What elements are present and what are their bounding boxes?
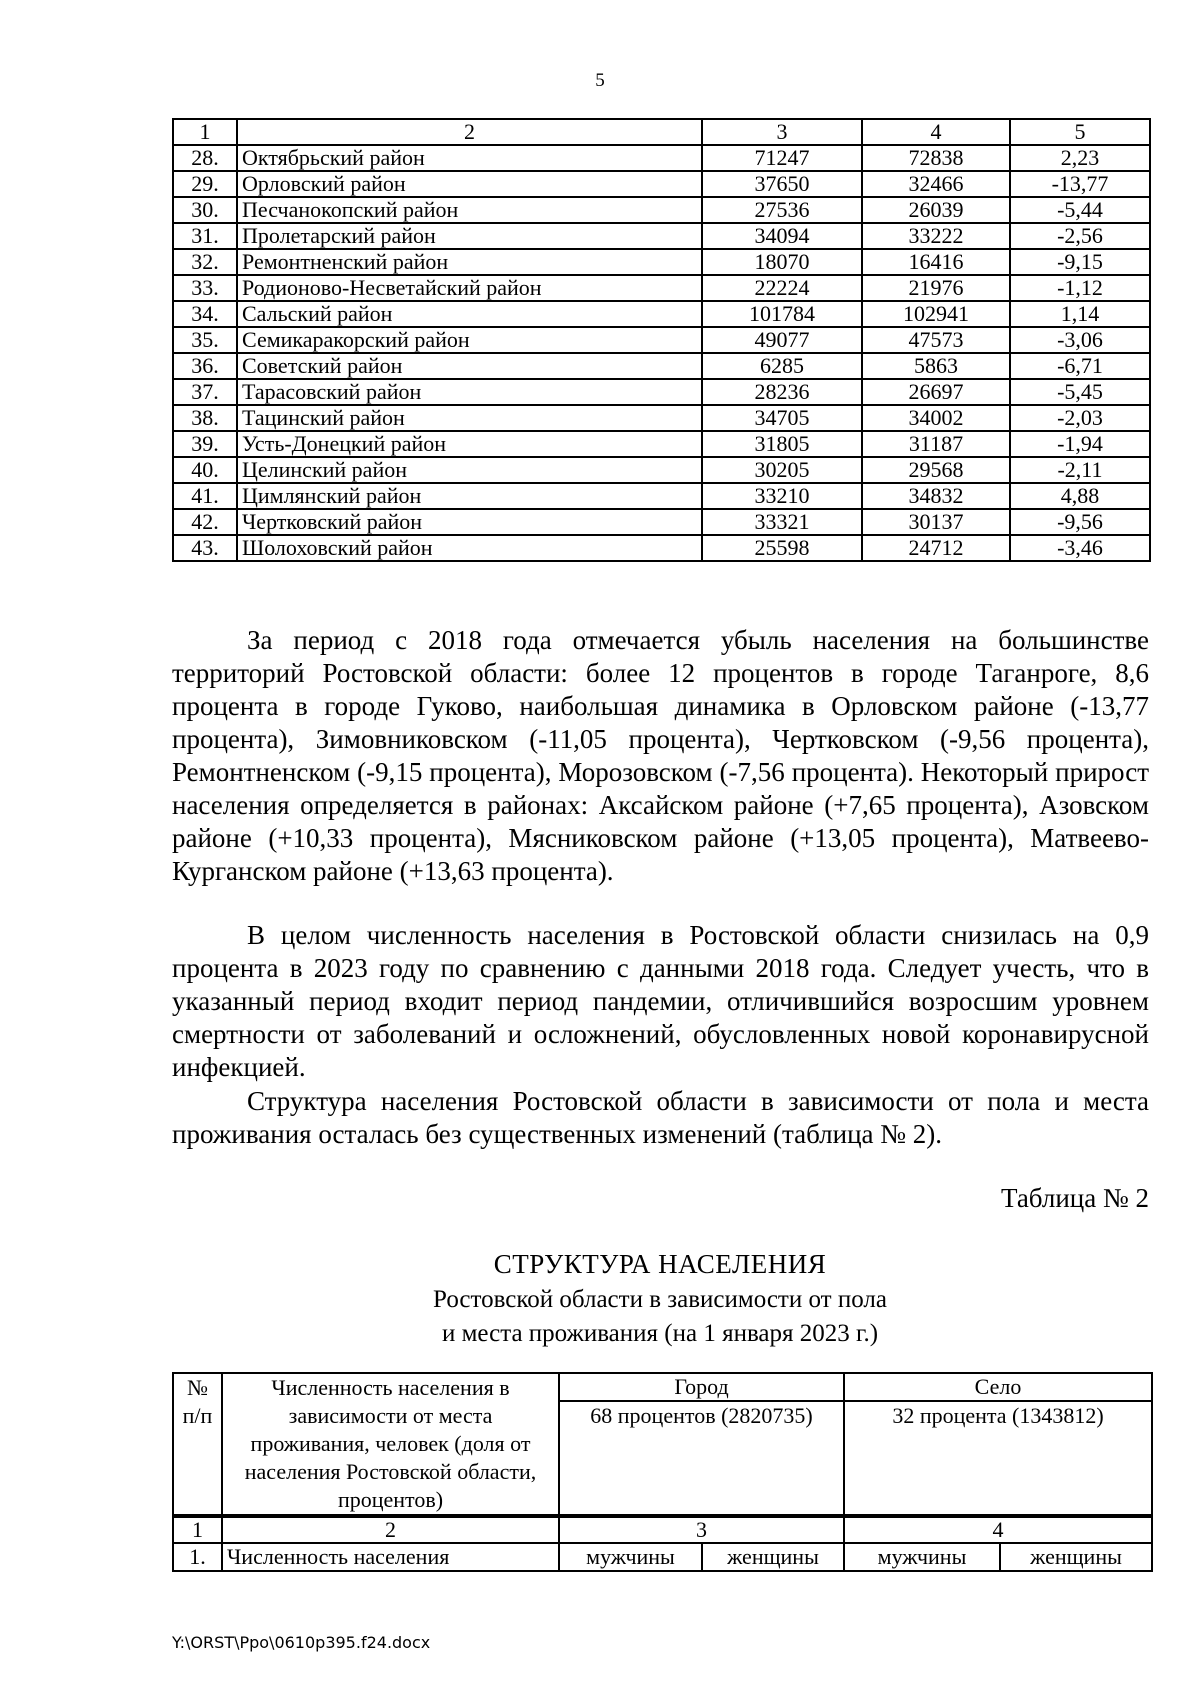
cell-num: 40. xyxy=(173,457,237,483)
cell-col5: -9,56 xyxy=(1010,509,1150,535)
cell-col3: 3 xyxy=(702,119,862,145)
col-num-1: 1 xyxy=(173,1516,222,1543)
cell-col5: -3,06 xyxy=(1010,327,1150,353)
cell-col3: 31805 xyxy=(702,431,862,457)
table-row xyxy=(173,223,1150,249)
cell-num: 42. xyxy=(173,509,237,535)
cell-num: 43. xyxy=(173,535,237,561)
cell-district: 2 xyxy=(237,119,702,145)
row-num: 1. xyxy=(173,1543,222,1571)
header-description: Численность населения в зависимости от места проживания, человек (доля от населения Ростовской области, процентов) xyxy=(222,1373,559,1516)
row-label: Численность населения xyxy=(222,1543,559,1571)
cell-col4: 16416 xyxy=(862,249,1010,275)
cell-col5: -1,12 xyxy=(1010,275,1150,301)
cell-col4: 32466 xyxy=(862,171,1010,197)
cell-col3: 33210 xyxy=(702,483,862,509)
header-village-label: Село xyxy=(845,1374,1151,1402)
header-num: № п/п xyxy=(173,1373,222,1516)
cell-col5: 5 xyxy=(1010,119,1150,145)
table-2-header-row xyxy=(173,1373,1152,1516)
table-row xyxy=(173,457,1150,483)
cell-district: Тарасовский район xyxy=(237,379,702,405)
cell-col5: 2,23 xyxy=(1010,145,1150,171)
table-row xyxy=(173,249,1150,275)
cell-col5: 4,88 xyxy=(1010,483,1150,509)
cell-col3: 33321 xyxy=(702,509,862,535)
cell-num: 29. xyxy=(173,171,237,197)
cell-col4: 29568 xyxy=(862,457,1010,483)
table-row xyxy=(173,197,1150,223)
cell-district: Семикаракорский район xyxy=(237,327,702,353)
cell-num: 34. xyxy=(173,301,237,327)
cell-col3: 28236 xyxy=(702,379,862,405)
cell-col4: 21976 xyxy=(862,275,1010,301)
table-row xyxy=(173,483,1150,509)
cell-district: Песчанокопский район xyxy=(237,197,702,223)
cell-col4: 4 xyxy=(862,119,1010,145)
cell-col5: -9,15 xyxy=(1010,249,1150,275)
cell-col3: 34705 xyxy=(702,405,862,431)
cell-num: 37. xyxy=(173,379,237,405)
paragraph-structure: Структура населения Ростовской области в зависимости от пола и места проживания осталась без существенных изменений (таблица № 2). xyxy=(172,1086,1149,1149)
cell-col3: 22224 xyxy=(702,275,862,301)
village-men: мужчины xyxy=(844,1543,1000,1571)
table-row xyxy=(173,327,1150,353)
cell-num: 1 xyxy=(173,119,237,145)
population-structure-table xyxy=(172,1372,1153,1572)
table-row xyxy=(173,171,1150,197)
cell-col4: 31187 xyxy=(862,431,1010,457)
cell-num: 31. xyxy=(173,223,237,249)
cell-col4: 102941 xyxy=(862,301,1010,327)
cell-col5: -5,44 xyxy=(1010,197,1150,223)
cell-col3: 25598 xyxy=(702,535,862,561)
cell-num: 33. xyxy=(173,275,237,301)
header-city-label: Город xyxy=(560,1374,843,1402)
cell-col5: -3,46 xyxy=(1010,535,1150,561)
header-city xyxy=(559,1373,844,1516)
table-row xyxy=(173,1543,1152,1571)
table-row xyxy=(173,509,1150,535)
cell-col5: -6,71 xyxy=(1010,353,1150,379)
cell-num: 41. xyxy=(173,483,237,509)
paragraph-overall-decrease: В целом численность населения в Ростовской области снизилась на 0,9 процента в 2023 году по сравнению с данными 2018 года. Следует учесть, что в указанный период входит период пандемии, отличившийся возросшим уровнем смертности от заболеваний и осложнений, обусловленных новой коронавирусной инфекцией. xyxy=(172,920,1149,1082)
table-row xyxy=(173,379,1150,405)
cell-district: Советский район xyxy=(237,353,702,379)
cell-district: Шолоховский район xyxy=(237,535,702,561)
cell-col3: 30205 xyxy=(702,457,862,483)
cell-col4: 24712 xyxy=(862,535,1010,561)
cell-district: Октябрьский район xyxy=(237,145,702,171)
population-table-districts xyxy=(172,118,1151,562)
table-row xyxy=(173,535,1150,561)
village-women: женщины xyxy=(1000,1543,1152,1571)
cell-col4: 30137 xyxy=(862,509,1010,535)
table-2-title: СТРУКТУРА НАСЕЛЕНИЯ xyxy=(493,1249,827,1279)
cell-num: 35. xyxy=(173,327,237,353)
cell-district: Пролетарский район xyxy=(237,223,702,249)
city-men: мужчины xyxy=(559,1543,702,1571)
col-num-2: 2 xyxy=(222,1516,559,1543)
cell-col3: 101784 xyxy=(702,301,862,327)
cell-district: Цимлянский район xyxy=(237,483,702,509)
table-row xyxy=(173,301,1150,327)
table-header-row xyxy=(173,119,1150,145)
cell-col3: 37650 xyxy=(702,171,862,197)
page-number: 5 xyxy=(595,70,605,91)
cell-num: 39. xyxy=(173,431,237,457)
cell-district: Целинский район xyxy=(237,457,702,483)
cell-num: 38. xyxy=(173,405,237,431)
table-2-label: Таблица № 2 xyxy=(1001,1183,1149,1213)
cell-district: Чертковский район xyxy=(237,509,702,535)
cell-col4: 5863 xyxy=(862,353,1010,379)
cell-col5: -2,56 xyxy=(1010,223,1150,249)
col-num-4: 4 xyxy=(844,1516,1152,1543)
cell-num: 28. xyxy=(173,145,237,171)
footer-file-path: Y:\ORST\Ppo\0610p395.f24.docx xyxy=(172,1633,431,1652)
table-2-subtitle-line1: Ростовской области в зависимости от пола xyxy=(433,1286,887,1313)
cell-district: Ремонтненский район xyxy=(237,249,702,275)
cell-col3: 6285 xyxy=(702,353,862,379)
paragraph-population-decline: За период с 2018 года отмечается убыль населения на большинстве территорий Ростовской области: более 12 процентов в городе Таганроге, 8,6 процента в городе Гуково, наибольшая динамика в Орловском районе (-13,77 процента), Зимовниковском (-11,05 процента), Чертковском (-9,56 процента), Ремонтненском (-9,15 процента), Морозовском (-7,56 процента). Некоторый прирост населения определяется в районах: Аксайском районе (+7,65 процента), Азовском районе (+10,33 процента), Мясниковском районе (+13,05 процента), Матвеево-Курганском районе (+13,63 процента). xyxy=(172,625,1149,886)
table-row xyxy=(173,145,1150,171)
header-village-value: 32 процента (1343812) xyxy=(892,1403,1104,1428)
cell-col5: -5,45 xyxy=(1010,379,1150,405)
cell-district: Родионово-Несветайский район xyxy=(237,275,702,301)
cell-col4: 47573 xyxy=(862,327,1010,353)
cell-col3: 27536 xyxy=(702,197,862,223)
col-num-3: 3 xyxy=(559,1516,844,1543)
header-village xyxy=(844,1373,1152,1516)
header-city-value: 68 процентов (2820735) xyxy=(590,1403,813,1428)
cell-col5: -2,03 xyxy=(1010,405,1150,431)
cell-col3: 49077 xyxy=(702,327,862,353)
table-2-column-numbers xyxy=(173,1516,1152,1543)
cell-col3: 71247 xyxy=(702,145,862,171)
cell-district: Сальский район xyxy=(237,301,702,327)
cell-district: Усть-Донецкий район xyxy=(237,431,702,457)
cell-col5: -1,94 xyxy=(1010,431,1150,457)
cell-district: Тацинский район xyxy=(237,405,702,431)
cell-col4: 72838 xyxy=(862,145,1010,171)
table-row xyxy=(173,275,1150,301)
table-row xyxy=(173,431,1150,457)
cell-col3: 18070 xyxy=(702,249,862,275)
cell-col5: 1,14 xyxy=(1010,301,1150,327)
cell-col3: 34094 xyxy=(702,223,862,249)
table-row xyxy=(173,353,1150,379)
cell-col5: -2,11 xyxy=(1010,457,1150,483)
cell-col5: -13,77 xyxy=(1010,171,1150,197)
city-women: женщины xyxy=(702,1543,844,1571)
cell-district: Орловский район xyxy=(237,171,702,197)
table-row xyxy=(173,405,1150,431)
cell-col4: 33222 xyxy=(862,223,1010,249)
cell-col4: 26697 xyxy=(862,379,1010,405)
cell-col4: 26039 xyxy=(862,197,1010,223)
cell-num: 36. xyxy=(173,353,237,379)
cell-col4: 34002 xyxy=(862,405,1010,431)
cell-num: 30. xyxy=(173,197,237,223)
table-2-subtitle-line2: и места проживания (на 1 января 2023 г.) xyxy=(441,1320,879,1347)
cell-col4: 34832 xyxy=(862,483,1010,509)
cell-num: 32. xyxy=(173,249,237,275)
